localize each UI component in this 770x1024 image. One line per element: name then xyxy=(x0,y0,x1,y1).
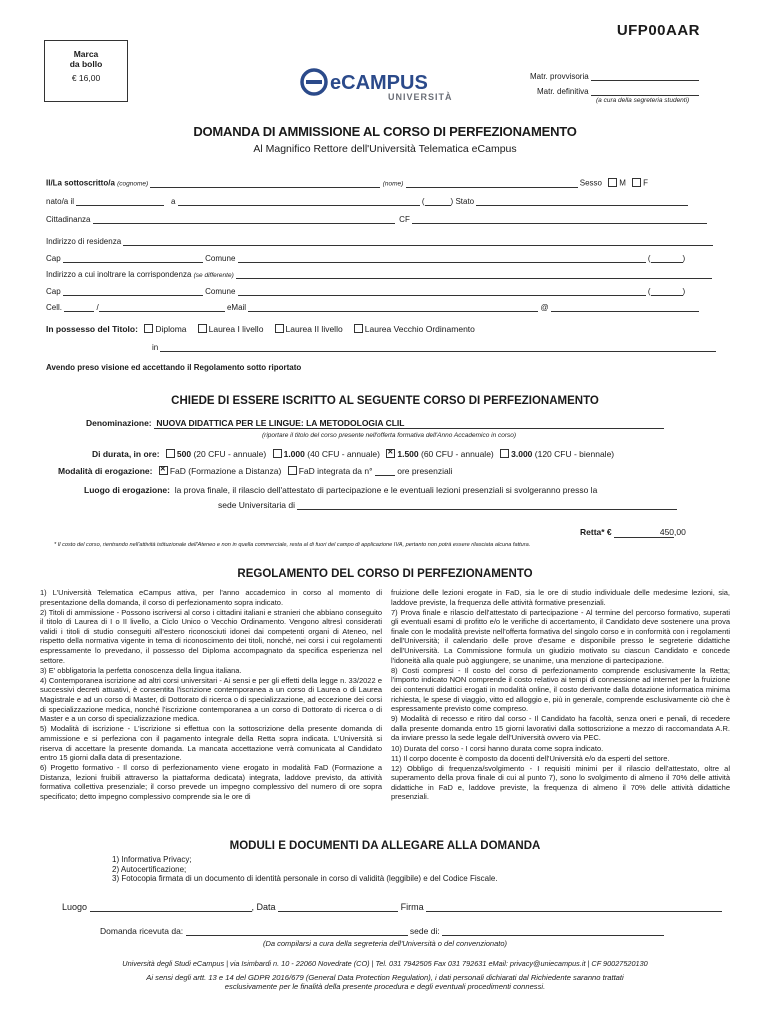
titolo-vecchio-checkbox[interactable] xyxy=(354,324,363,333)
regolamento-left-paragraph-5: 6) Progetto formativo - Il corso di perfezionamento viene erogato in modalità FaD (Formazione a Distanza, lezioni fruibili attraverso la piattaforma dedicata) integrata, laddove previsto, da attività formativa collettiva presenziale; il corso prevede un impegno complessivo del numero di ore sopra specificato; detto impegno complessivo comprende sia le ore di xyxy=(40,763,382,801)
comune-field-2[interactable] xyxy=(238,286,646,296)
luogo-text: la prova finale, il rilascio dell'attestato di partecipazione e le eventuali lezioni presenziali si svolgeranno presso la xyxy=(174,485,598,495)
retta-decimals: ,00 xyxy=(674,527,686,537)
logo-brand: eCAMPUS xyxy=(330,72,428,94)
durata-options xyxy=(162,449,614,459)
sesso-m-checkbox[interactable] xyxy=(608,178,617,187)
row-retta xyxy=(580,527,686,538)
titolo-option-3: Laurea Vecchio Ordinamento xyxy=(364,324,475,334)
birth-date-field[interactable] xyxy=(76,196,164,206)
retta-field[interactable] xyxy=(614,527,674,538)
regolamento-right-paragraph-2: 8) Costi compresi - Il costo del corso di perfezionamento comprende esclusivamente la Retta; l'importo indicato NON comprende il costo relativo ai tempi di connessione ad internet per la fruizione dei contenuti didattici erogati in modalità online, il costo derivante dalla dotazione informatica minima richiesta, le spese di viaggio, vitto ed alloggio e, più in generale, comprende esclusivamente ciò che è espressamente previsto come compreso. xyxy=(391,665,730,714)
row-ricevuta xyxy=(100,926,664,936)
avendo-text: Avendo preso visione ed accettando il Regolamento sotto riportato xyxy=(46,363,302,372)
denominazione-label: Denominazione: xyxy=(86,418,152,428)
modalita-ore-label: ore presenziali xyxy=(397,466,453,476)
province-field[interactable] xyxy=(651,253,683,263)
cognome-hint: (cognome) xyxy=(117,180,149,188)
regolamento-title: REGOLAMENTO DEL CORSO DI PERFEZIONAMENTO xyxy=(237,568,533,580)
footer-address: Università degli Studi eCampus | via Isimbardi n. 10 - 22060 Novedrate (CO) | Tel. 031 7942505 Fax 031 792631 eMail: privacy@uniecampus.it | CF 90027520130 xyxy=(122,959,648,968)
row-firma xyxy=(62,902,722,912)
row-titolo xyxy=(46,324,475,334)
moduli-list xyxy=(112,855,498,884)
comune-label: Comune xyxy=(205,254,236,263)
stato-field[interactable] xyxy=(476,196,688,206)
indirizzo-field[interactable] xyxy=(123,236,713,246)
titolo-in-label: in xyxy=(152,343,159,352)
regolamento-left-paragraph-2: 3) E' obbligatoria la perfetta conoscenza della lingua italiana. xyxy=(40,665,242,675)
titolo-diploma-checkbox[interactable] xyxy=(144,324,153,333)
birth-province-field[interactable] xyxy=(425,196,451,206)
modalita-fad-label: FaD (Formazione a Distanza) xyxy=(169,466,282,476)
footer-gdpr-1: Ai sensi degli artt. 13 e 14 del GDPR 2016/679 (General Data Protection Regulation), i dati personali dichiarati dal Richiedente saranno trattati xyxy=(146,973,624,982)
revenue-stamp-box xyxy=(44,40,128,102)
regolamento-right-paragraph-3: 9) Modalità di recesso e ritiro dal corso - Il Candidato ha facoltà, senza oneri e penali, di recedere dalla presente domanda entro 15 giorni lavorativi dalla sottoscrizione a mezzo di raccomandata A.R. da inviare presso la sede legale dell'Università ovvero via PEC. xyxy=(391,714,730,743)
row-contacts xyxy=(46,302,699,312)
matricola-definitiva xyxy=(537,87,699,96)
cap-label: Cap xyxy=(46,254,61,263)
regolamento-left-paragraph-1: 2) Titoli di ammissione - Possono iscriversi al corso i cittadini italiani e stranieri che abbiano conseguito il titolo di Laurea di I o II livello, a Ciclo Unico o Vecchio Ordinamento. Vengono altresì considerati validi i titoli di studio conseguiti all'estero riconosciuti idonei dai competenti organi di Ateneo, nel rispetto della normativa vigente in tema di riconoscimento dei titoli, nonché, nei corsi i cui regolamenti espressamente lo prevedano, il possesso del Diploma accompagnato da specifica esperienza nel settore. xyxy=(40,607,382,665)
email-at: @ xyxy=(540,303,549,312)
corrispondenza-field[interactable] xyxy=(236,269,712,279)
cognome-field[interactable] xyxy=(150,178,380,188)
durata-checkbox-1[interactable] xyxy=(273,449,282,458)
form-code: UFP00AAR xyxy=(616,22,700,39)
modalita-fad-checkbox[interactable] xyxy=(159,466,168,475)
regolamento-left-paragraph-4: 5) Modalità di iscrizione - L'iscrizione si effettua con la sottoscrizione della presente domanda di ammissione e si perfeziona con il pagamento integrale della Retta sopra indicata. L'Università si riserva di accettare la presente domanda. La mancata accettazione verrà comunicata al Candidato entro 15 giorni dalla data di presentazione. xyxy=(40,724,382,763)
cell-separator: / xyxy=(96,303,99,312)
cittadinanza-field[interactable] xyxy=(93,214,395,224)
retta-value: 450 xyxy=(659,527,675,537)
stamp-amount: € 16,00 xyxy=(71,73,101,83)
province-open: ( xyxy=(421,197,425,206)
row-name xyxy=(46,178,648,188)
row-titolo-in xyxy=(152,342,716,352)
durata-checkbox-2[interactable] xyxy=(386,449,395,458)
denominazione-value: NUOVA DIDATTICA PER LE LINGUE: LA METODOLOGIA CLIL xyxy=(156,418,405,428)
regolamento-right-paragraph-1: 7) Prova finale e rilascio dell'attestato di partecipazione - Al termine del percorso formativo, superati gli eventuali esami di profitto e/o le verifiche di accertamento, il Candidato deve sostenere una prova finale con le modalità previste nell'offerta formativa del singolo corso e in conformità con i regolamenti dell'Università; il calendario delle prove d'esame e disponibile presso le segreterie didattiche dell'Università. La Commissione formula un giudizio motivato su ciascun Candidato e concede l'idoneità alla quale può aggiungere, se unanime, una menzione di partecipazione. xyxy=(391,607,730,665)
matricola-definitiva-label: Matr. definitiva xyxy=(537,87,589,96)
footer-gdpr-2: esclusivamente per le finalità della presente procedura e degli eventuali procedimenti connessi. xyxy=(224,982,546,991)
stato-label: Stato xyxy=(455,197,475,206)
luogo-firma-field[interactable] xyxy=(90,902,252,912)
ricevuta-sede-field[interactable] xyxy=(442,926,664,936)
birth-place-label: a xyxy=(170,197,176,206)
durata-hours-2: 1.500 xyxy=(397,449,421,459)
matricola-provvisoria-label: Matr. provvisoria xyxy=(530,72,589,81)
denominazione-field[interactable] xyxy=(154,418,664,429)
cell-label: Cell. xyxy=(46,303,63,312)
durata-checkbox-0[interactable] xyxy=(166,449,175,458)
regolamento-left-column xyxy=(40,588,382,802)
birth-place-field[interactable] xyxy=(178,196,420,206)
row-denominazione xyxy=(86,418,664,429)
durata-cfu-2: (60 CFU - annuale) xyxy=(421,449,497,459)
moduli-item-2: 3) Fotocopia firmata di un documento di identità personale in corso di validità (leggibile) e del Codice Fiscale. xyxy=(112,874,498,884)
row-modalita xyxy=(58,466,453,476)
modalita-integrata-label: FaD integrata da n° xyxy=(298,466,373,476)
sesso-f-label: F xyxy=(643,178,649,188)
cittadinanza-label: Cittadinanza xyxy=(46,215,91,224)
sede-field[interactable] xyxy=(297,500,677,510)
sesso-label: Sesso xyxy=(579,178,602,188)
ricevuta-sede-label: sede di: xyxy=(409,926,440,936)
sesso-f-checkbox[interactable] xyxy=(632,178,641,187)
email-label: eMail xyxy=(226,303,247,312)
durata-label: Di durata, in ore: xyxy=(92,449,160,459)
cap-field[interactable] xyxy=(63,253,203,263)
titolo-laurea1-checkbox[interactable] xyxy=(198,324,207,333)
titolo-option-0: Diploma xyxy=(155,324,187,334)
nato-label: nato/a il xyxy=(46,197,75,206)
durata-cfu-0: (20 CFU - annuale) xyxy=(193,449,269,459)
province-field-2[interactable] xyxy=(651,286,683,296)
row-luogo xyxy=(84,485,597,495)
durata-hours-1: 1.000 xyxy=(283,449,308,459)
regolamento-right-paragraph-4: 10) Durata del corso - I corsi hanno durata come sopra indicato. xyxy=(391,743,604,753)
row-sede xyxy=(218,500,677,510)
se-differente-hint: (se differente) xyxy=(193,272,234,279)
moduli-item-1: 2) Autocertificazione; xyxy=(112,864,187,874)
durata-hours-0: 500 xyxy=(176,449,194,459)
province-close: ) xyxy=(682,287,686,296)
province-open: ( xyxy=(647,254,651,263)
modalita-label: Modalità di erogazione: xyxy=(58,466,153,476)
matricola-note: (a cura della segreteria studenti) xyxy=(596,97,690,104)
row-residence xyxy=(46,236,713,246)
retta-note: * Il costo del corso, rientrando nell'attività istituzionale dell'Ateneo e non in quella commerciale, resta al di fuori del campo di applicazione IVA, pertanto non potrà essere rilasciata alcuna fattura. xyxy=(54,542,531,548)
row-birth xyxy=(46,196,688,206)
ore-presenziali-field[interactable] xyxy=(375,466,395,476)
row-cap-residence xyxy=(46,253,685,263)
comune-label: Comune xyxy=(205,287,236,296)
data-field[interactable] xyxy=(278,902,398,912)
durata-hours-3: 3.000 xyxy=(511,449,535,459)
sottoscritto-label: Il/La sottoscritto/a xyxy=(46,178,115,188)
province-open: ( xyxy=(647,287,651,296)
retta-label: Retta* € xyxy=(580,527,612,537)
moduli-title: MODULI E DOCUMENTI DA ALLEGARE ALLA DOMANDA xyxy=(229,840,541,852)
province-close: ) xyxy=(682,254,686,263)
ricevuta-label: Domanda ricevuta da: xyxy=(100,926,184,936)
denominazione-note: (riportare il titolo del corso presente nell'offerta formativa dell'Anno Accademico in corso) xyxy=(262,432,517,439)
stamp-line2: da bollo xyxy=(69,59,103,69)
cf-label: CF xyxy=(399,215,410,224)
matricola-provvisoria-field[interactable] xyxy=(591,72,699,81)
firma-field[interactable] xyxy=(426,902,722,912)
page-title: DOMANDA DI AMMISSIONE AL CORSO DI PERFEZIONAMENTO xyxy=(193,124,577,139)
moduli-item-0: 1) Informativa Privacy; xyxy=(112,855,192,864)
durata-checkbox-3[interactable] xyxy=(500,449,509,458)
logo-sub: UNIVERSITÀ xyxy=(388,92,453,102)
cf-field[interactable] xyxy=(412,214,707,224)
titolo-laurea2-checkbox[interactable] xyxy=(275,324,284,333)
data-label: , Data xyxy=(251,902,276,912)
regolamento-right-paragraph-0: fruizione delle lezioni erogate in FaD, sia le ore di studio individuale delle medesime lezioni, sia, laddove previste, la frequenza delle attività formative presenziali. xyxy=(391,588,730,607)
email-user-field[interactable] xyxy=(248,302,538,312)
cell-number-field[interactable] xyxy=(99,302,225,312)
comune-field[interactable] xyxy=(238,253,646,263)
ricevuta-field[interactable] xyxy=(186,926,408,936)
row-durata xyxy=(92,449,614,459)
durata-cfu-3: (120 CFU - biennale) xyxy=(534,449,615,459)
stamp-line1: Marca xyxy=(73,49,99,59)
corrispondenza-label: Indirizzo a cui inoltrare la corrispondenza xyxy=(46,270,192,279)
titolo-option-1: Laurea I livello xyxy=(208,324,264,334)
sede-label: sede Universitaria di xyxy=(218,500,296,510)
province-close: ) xyxy=(450,197,454,206)
durata-cfu-1: (40 CFU - annuale) xyxy=(307,449,383,459)
modalita-integrata-checkbox[interactable] xyxy=(288,466,297,475)
regolamento-right-column xyxy=(391,588,730,803)
nome-hint: (nome) xyxy=(382,180,404,188)
luogo-label: Luogo di erogazione: xyxy=(84,485,170,495)
chiede-title: CHIEDE DI ESSERE ISCRITTO AL SEGUENTE CORSO DI PERFEZIONAMENTO xyxy=(171,395,599,407)
cap-field-2[interactable] xyxy=(63,286,203,296)
firma-label: Firma xyxy=(400,902,424,912)
regolamento-right-paragraph-5: 11) Il corpo docente è composto da docenti dell'Università e/o da esperti del settore. xyxy=(391,753,670,763)
nome-field[interactable] xyxy=(406,178,578,188)
matricola-provvisoria xyxy=(530,72,699,81)
page-subtitle: Al Magnifico Rettore dell'Università Telematica eCampus xyxy=(253,143,517,155)
email-domain-field[interactable] xyxy=(551,302,699,312)
regolamento-right-paragraph-6: 12) Obbligo di frequenza/svolgimento - I requisiti minimi per il rilascio dell'attestato, oltre al superamento della prova finale di cui al punto 7), sono lo svolgimento di almeno il 70% delle attività didattiche in FaD e, laddove previste, la frequenza di almeno il 70% delle attività didattiche presenziali. xyxy=(391,763,730,802)
ricevuta-note: (Da compilarsi a cura della segreteria dell'Università o del convenzionato) xyxy=(262,939,508,948)
titolo-in-field[interactable] xyxy=(160,342,716,352)
matricola-definitiva-field[interactable] xyxy=(591,87,699,96)
titolo-label: In possesso del Titolo: xyxy=(46,324,138,334)
cap-label: Cap xyxy=(46,287,61,296)
titolo-option-2: Laurea II livello xyxy=(285,324,343,334)
ecampus-logo xyxy=(300,66,465,102)
regolamento-left-paragraph-0: 1) L'Università Telematica eCampus attiva, per l'anno accademico in corso al momento di presentazione della domanda, il corso di perfezionamento sopra indicato. xyxy=(40,588,382,607)
row-cap-correspondence xyxy=(46,286,685,296)
cell-prefix-field[interactable] xyxy=(64,302,94,312)
luogo-firma-label: Luogo xyxy=(62,902,88,912)
indirizzo-label: Indirizzo di residenza xyxy=(46,237,122,246)
row-citizenship xyxy=(46,214,707,224)
sesso-m-label: M xyxy=(619,178,626,188)
row-correspondence xyxy=(46,269,712,279)
regolamento-left-paragraph-3: 4) Contemporanea iscrizione ad altri corsi universitari - Ai sensi e per gli effetti della legge n. 33/2022 e successivi decreti attuativi, è consentita l'iscrizione contemporanea a un corso di Laurea o di Laurea Magistrale e ad un corso di Master, di Dottorato di ricerca o di specializzazione, ad eccezione dei corsi di specializzazione medica, nonché l'iscrizione contemporanea a un corso di Dottorato di ricerca o di Master e a un corso di specializzazione medica. xyxy=(40,675,382,724)
